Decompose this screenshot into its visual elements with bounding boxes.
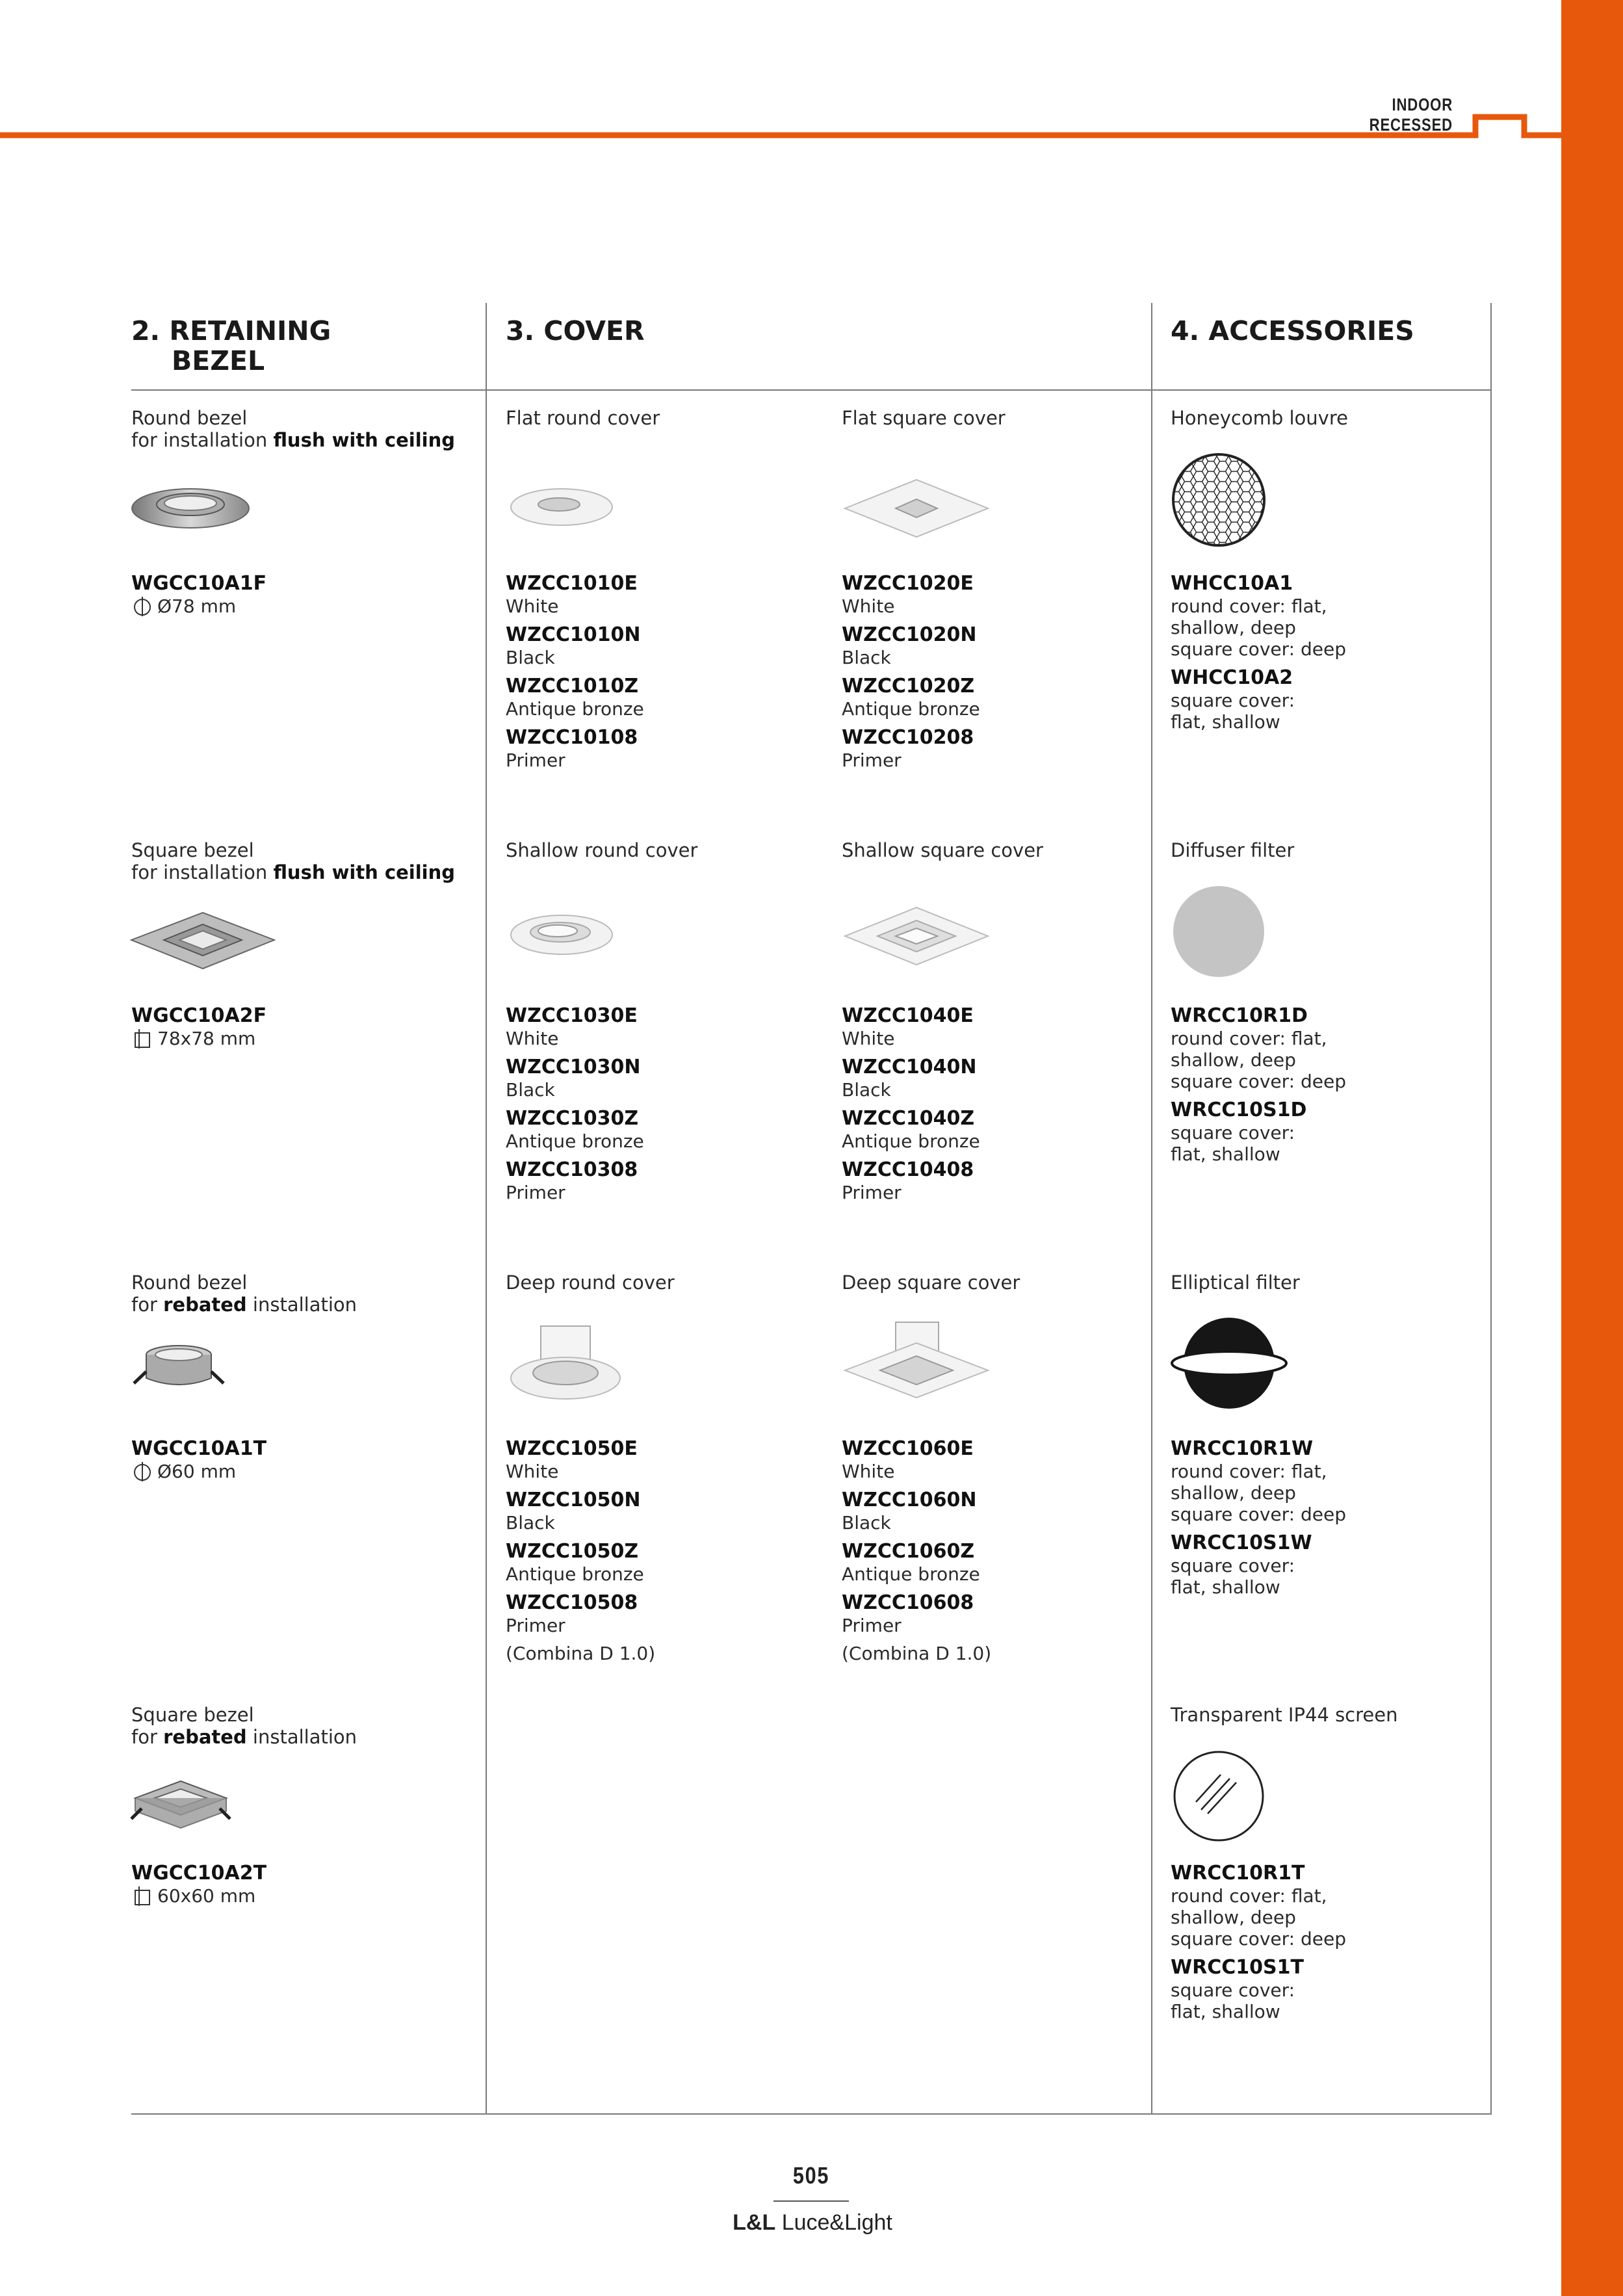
bezel-code-block: WGCC10A2T 60x60 mm bbox=[131, 1862, 267, 1907]
cover-caption: Shallow round cover bbox=[506, 839, 698, 861]
round-cutout-icon bbox=[131, 595, 153, 618]
square-bezel-rebated-image bbox=[129, 1766, 233, 1837]
cover-codes: WZCC1010E White WZCC1010N Black WZCC1010Z Antique bronze WZCC10108 Primer bbox=[506, 572, 644, 771]
bezel-entry: Square bezel for installation flush with ceiling bbox=[131, 839, 456, 883]
cover-caption: Shallow square cover bbox=[842, 839, 1043, 861]
cover-codes: WZCC1040E White WZCC1040N Black WZCC1040Z Antique bronze WZCC10408 Primer bbox=[842, 1004, 980, 1203]
section-label: INDOOR RECESSED bbox=[1369, 95, 1453, 135]
table-right-border bbox=[1490, 303, 1492, 2115]
brand-logo: L&L Luce&Light bbox=[733, 2210, 892, 2235]
column-divider bbox=[486, 303, 487, 2115]
honeycomb-icon bbox=[1170, 451, 1267, 549]
shallow-round-cover-image bbox=[507, 907, 617, 959]
cover-caption: Flat round cover bbox=[506, 407, 660, 429]
transparent-screen-icon bbox=[1170, 1747, 1267, 1845]
flat-square-cover-image bbox=[841, 475, 992, 540]
table-bottom-border bbox=[131, 2113, 1492, 2115]
page-number: 505 bbox=[792, 2162, 830, 2189]
cover-codes: WZCC1060E White WZCC1060N Black WZCC1060Z Antique bronze WZCC10608 Primer (Combina D 1.0) bbox=[842, 1437, 992, 1664]
header-divider bbox=[131, 389, 1492, 391]
round-cutout-icon bbox=[131, 1461, 153, 1483]
cover-codes: WZCC1020E White WZCC1020N Black WZCC1020Z Antique bronze WZCC10208 Primer bbox=[842, 572, 980, 771]
square-cutout-icon bbox=[131, 1028, 153, 1050]
bezel-entry: Round bezel for rebated installation bbox=[131, 1272, 357, 1316]
accessory-codes: WRCC10R1W round cover: flat, shallow, deep square cover: deep WRCC10S1W square cover: flat, shallow bbox=[1171, 1437, 1346, 1598]
accessory-caption: Honeycomb louvre bbox=[1171, 407, 1348, 429]
cover-codes: WZCC1030E White WZCC1030N Black WZCC1030Z Antique bronze WZCC10308 Primer bbox=[506, 1004, 644, 1203]
side-accent-bar bbox=[1561, 0, 1623, 2296]
deep-round-cover-image bbox=[507, 1320, 624, 1404]
cover-caption: Deep square cover bbox=[842, 1272, 1020, 1294]
round-bezel-rebated-image bbox=[130, 1335, 227, 1400]
bezel-entry: Round bezel for installation flush with ceiling bbox=[131, 407, 456, 451]
bezel-code-block: WGCC10A1F Ø78 mm bbox=[131, 572, 267, 617]
diffuser-icon bbox=[1170, 883, 1267, 980]
cover-caption: Flat square cover bbox=[842, 407, 1006, 429]
bezel-entry: Square bezel for rebated installation bbox=[131, 1704, 357, 1748]
column-title-bezel: 2. RETAINING BEZEL bbox=[131, 315, 331, 376]
flat-round-cover-image bbox=[507, 481, 617, 533]
page-number-rule bbox=[773, 2200, 849, 2202]
bezel-code-block: WGCC10A1T Ø60 mm bbox=[131, 1437, 267, 1482]
column-title-cover: 3. COVER bbox=[506, 315, 645, 346]
accessory-caption: Elliptical filter bbox=[1171, 1272, 1300, 1294]
deep-square-cover-image bbox=[841, 1317, 992, 1402]
round-bezel-flush-image bbox=[129, 481, 253, 533]
square-cutout-icon bbox=[131, 1885, 153, 1907]
accessory-caption: Diffuser filter bbox=[1171, 839, 1295, 861]
accessory-codes: WRCC10R1D round cover: flat, shallow, deep square cover: deep WRCC10S1D square cover: flat, shallow bbox=[1171, 1004, 1346, 1165]
column-title-accessories: 4. ACCESSORIES bbox=[1171, 315, 1414, 346]
column-divider bbox=[1151, 303, 1152, 2115]
cover-caption: Deep round cover bbox=[506, 1272, 675, 1294]
accessory-caption: Transparent IP44 screen bbox=[1171, 1704, 1398, 1726]
cover-codes: WZCC1050E White WZCC1050N Black WZCC1050Z Antique bronze WZCC10508 Primer (Combina D 1.0) bbox=[506, 1437, 656, 1664]
shallow-square-cover-image bbox=[841, 902, 992, 967]
elliptical-filter-icon bbox=[1167, 1314, 1291, 1412]
square-bezel-flush-image bbox=[127, 909, 278, 974]
bezel-code-block: WGCC10A2F 78x78 mm bbox=[131, 1004, 267, 1049]
accessory-codes: WRCC10R1T round cover: flat, shallow, deep square cover: deep WRCC10S1T square cover: flat, shallow bbox=[1171, 1862, 1346, 2022]
accessory-codes: WHCC10A1 round cover: flat, shallow, deep square cover: deep WHCC10A2 square cover: flat, shallow bbox=[1171, 572, 1346, 733]
